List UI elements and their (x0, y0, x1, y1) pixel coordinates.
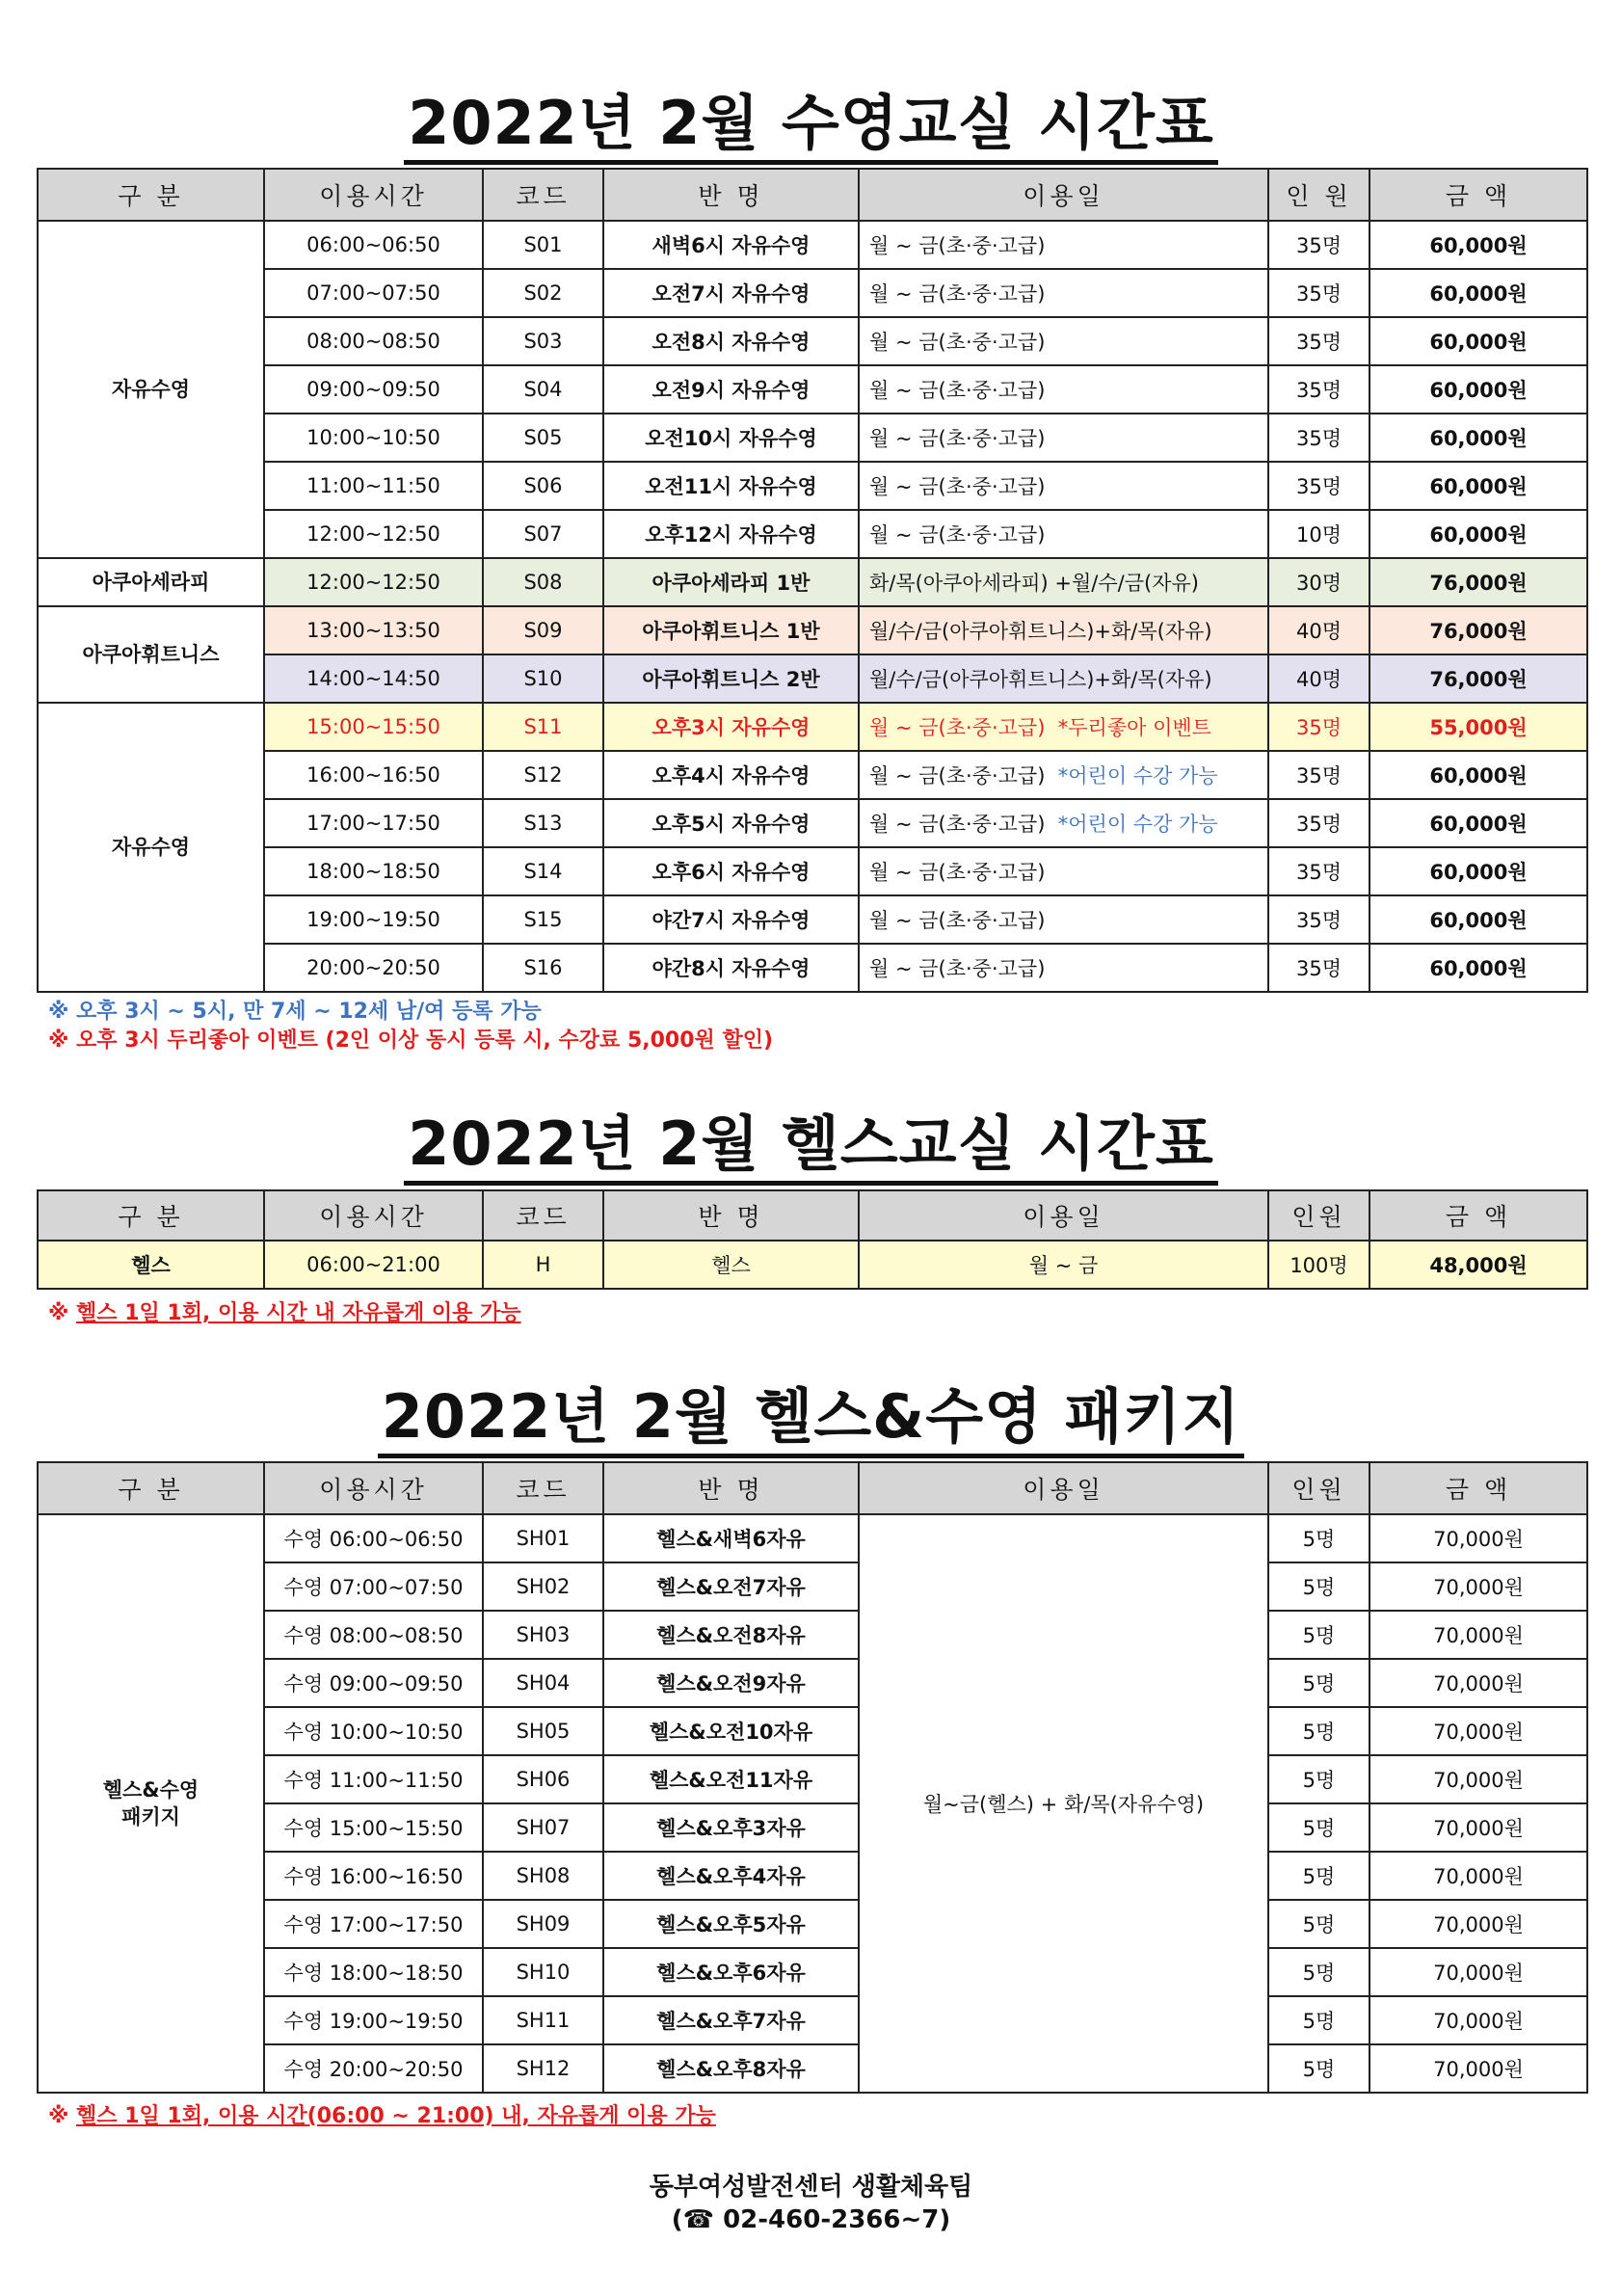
class-cell: 헬스&새벽6자유 (603, 1514, 859, 1562)
price-cell: 70,000원 (1369, 1514, 1587, 1562)
time-cell: 수영 07:00~07:50 (264, 1562, 483, 1611)
time-cell: 수영 09:00~09:50 (264, 1659, 483, 1707)
footer-org: 동부여성발전센터 생활체육팀 (649, 2173, 973, 2202)
capacity-cell: 5명 (1268, 1659, 1369, 1707)
group-cell: 헬스 (38, 1241, 264, 1289)
table-row (38, 1900, 1587, 1948)
days-text: 월 ~ 금(초·중·고급) (869, 813, 1046, 836)
capacity-cell: 35명 (1268, 317, 1369, 365)
capacity-cell: 5명 (1268, 1755, 1369, 1803)
price-cell: 55,000원 (1369, 703, 1587, 751)
capacity-cell: 5명 (1268, 1707, 1369, 1755)
group-cell: 헬스&수영 패키지 (38, 1514, 264, 2093)
time-cell: 수영 19:00~19:50 (264, 1996, 483, 2044)
time-cell: 09:00~09:50 (264, 365, 483, 414)
time-cell: 15:00~15:50 (264, 703, 483, 751)
time-cell: 수영 11:00~11:50 (264, 1755, 483, 1803)
group-cell: 아쿠아세라피 (38, 558, 264, 606)
capacity-cell: 5명 (1268, 1803, 1369, 1852)
time-cell: 07:00~07:50 (264, 269, 483, 317)
table-row (38, 1852, 1587, 1900)
price-cell: 76,000원 (1369, 654, 1587, 703)
table-row-event (38, 703, 1587, 751)
time-cell: 12:00~12:50 (264, 558, 483, 606)
price-cell: 70,000원 (1369, 1659, 1587, 1707)
health-header-row (38, 1190, 1587, 1241)
group-cell: 자유수영 (38, 221, 264, 558)
code-cell: S16 (483, 944, 603, 992)
price-cell: 76,000원 (1369, 606, 1587, 654)
table-row (38, 269, 1587, 317)
days-text: 월 ~ 금(초·중·고급) (869, 716, 1046, 739)
table-row (38, 221, 1587, 269)
class-cell: 야간7시 자유수영 (603, 895, 859, 944)
table-row (38, 944, 1587, 992)
health-title: 2022년 2월 헬스교실 시간표 (0, 1096, 1622, 1182)
table-row (38, 365, 1587, 414)
capacity-cell: 40명 (1268, 654, 1369, 703)
health-table (37, 1189, 1588, 1290)
code-cell: SH01 (483, 1514, 603, 1562)
time-cell: 수영 10:00~10:50 (264, 1707, 483, 1755)
package-header-row (38, 1462, 1587, 1514)
code-cell: S02 (483, 269, 603, 317)
capacity-cell: 35명 (1268, 414, 1369, 462)
price-cell: 70,000원 (1369, 1707, 1587, 1755)
col-header-time: 이용시간 (264, 1462, 483, 1514)
price-cell: 70,000원 (1369, 1562, 1587, 1611)
class-cell: 새벽6시 자유수영 (603, 221, 859, 269)
days-cell: 화/목(아쿠아세라피) +월/수/금(자유) (859, 558, 1268, 606)
table-row (38, 1803, 1587, 1852)
code-cell: S08 (483, 558, 603, 606)
time-cell: 수영 16:00~16:50 (264, 1852, 483, 1900)
capacity-cell: 100명 (1268, 1241, 1369, 1289)
price-cell: 60,000원 (1369, 751, 1587, 799)
table-row (38, 654, 1587, 703)
price-cell: 70,000원 (1369, 1611, 1587, 1659)
time-cell: 12:00~12:50 (264, 510, 483, 558)
days-cell: 월 ~ 금(초·중·고급) (859, 847, 1268, 895)
class-cell: 헬스&오전7자유 (603, 1562, 859, 1611)
time-cell: 19:00~19:50 (264, 895, 483, 944)
class-cell: 오전7시 자유수영 (603, 269, 859, 317)
price-cell: 60,000원 (1369, 365, 1587, 414)
time-cell: 06:00~06:50 (264, 221, 483, 269)
price-cell: 60,000원 (1369, 414, 1587, 462)
capacity-cell: 35명 (1268, 365, 1369, 414)
price-cell: 70,000원 (1369, 1996, 1587, 2044)
col-header-price: 금 액 (1369, 1462, 1587, 1514)
price-cell: 60,000원 (1369, 510, 1587, 558)
class-cell: 오후12시 자유수영 (603, 510, 859, 558)
code-cell: S14 (483, 847, 603, 895)
table-row (38, 317, 1587, 365)
days-cell: 월 ~ 금(초·중·고급) (859, 269, 1268, 317)
col-header-price: 금 액 (1369, 1190, 1587, 1241)
price-cell: 70,000원 (1369, 1852, 1587, 1900)
code-cell: SH10 (483, 1948, 603, 1996)
code-cell: SH04 (483, 1659, 603, 1707)
time-cell: 수영 15:00~15:50 (264, 1803, 483, 1852)
col-header-class: 반 명 (603, 1462, 859, 1514)
time-cell: 06:00~21:00 (264, 1241, 483, 1289)
code-cell: SH02 (483, 1562, 603, 1611)
table-row (38, 1707, 1587, 1755)
health-note: ※ 헬스 1일 1회, 이용 시간 내 자유롭게 이용 가능 (48, 1301, 521, 1325)
days-cell: 월~금(헬스) + 화/목(자유수영) (859, 1514, 1268, 2093)
days-cell: 월 ~ 금(초·중·고급) (859, 221, 1268, 269)
col-header-days: 이용일 (859, 1190, 1268, 1241)
code-cell: H (483, 1241, 603, 1289)
footer-phone: (☎ 02-460-2366~7) (671, 2205, 951, 2234)
class-cell: 헬스&오전9자유 (603, 1659, 859, 1707)
capacity-cell: 5명 (1268, 1852, 1369, 1900)
capacity-cell: 35명 (1268, 462, 1369, 510)
time-cell: 14:00~14:50 (264, 654, 483, 703)
capacity-cell: 35명 (1268, 751, 1369, 799)
event-note: *두리좋아 이벤트 (1057, 716, 1211, 739)
capacity-cell: 5명 (1268, 1562, 1369, 1611)
class-cell: 오전11시 자유수영 (603, 462, 859, 510)
time-cell: 수영 08:00~08:50 (264, 1611, 483, 1659)
swim-table (37, 168, 1588, 993)
col-header-time: 이용시간 (264, 169, 483, 221)
capacity-cell: 35명 (1268, 221, 1369, 269)
table-row (38, 1948, 1587, 1996)
capacity-cell: 35명 (1268, 703, 1369, 751)
class-cell: 오후5시 자유수영 (603, 799, 859, 847)
package-note: ※ 헬스 1일 1회, 이용 시간(06:00 ~ 21:00) 내, 자유롭게 이용 가능 (48, 2104, 716, 2128)
col-header-class: 반 명 (603, 1190, 859, 1241)
capacity-cell: 35명 (1268, 944, 1369, 992)
code-cell: S11 (483, 703, 603, 751)
col-header-time: 이용시간 (264, 1190, 483, 1241)
col-header-days: 이용일 (859, 169, 1268, 221)
class-cell: 헬스&오후7자유 (603, 1996, 859, 2044)
swim-header-row (38, 169, 1587, 221)
code-cell: S06 (483, 462, 603, 510)
days-cell (859, 751, 1268, 799)
class-cell: 헬스&오후6자유 (603, 1948, 859, 1996)
class-cell: 오전10시 자유수영 (603, 414, 859, 462)
class-cell: 오전8시 자유수영 (603, 317, 859, 365)
class-cell: 헬스&오전11자유 (603, 1755, 859, 1803)
price-cell: 60,000원 (1369, 847, 1587, 895)
capacity-cell: 35명 (1268, 895, 1369, 944)
table-row (38, 1996, 1587, 2044)
capacity-cell: 10명 (1268, 510, 1369, 558)
class-cell: 헬스&오후4자유 (603, 1852, 859, 1900)
code-cell: SH08 (483, 1852, 603, 1900)
price-cell: 60,000원 (1369, 944, 1587, 992)
time-cell: 16:00~16:50 (264, 751, 483, 799)
class-cell: 헬스&오전8자유 (603, 1611, 859, 1659)
class-cell: 오후6시 자유수영 (603, 847, 859, 895)
days-cell: 월 ~ 금(초·중·고급) (859, 510, 1268, 558)
capacity-cell: 5명 (1268, 1514, 1369, 1562)
time-cell: 18:00~18:50 (264, 847, 483, 895)
table-row (38, 1659, 1587, 1707)
table-row (38, 751, 1587, 799)
class-cell: 헬스&오후3자유 (603, 1803, 859, 1852)
class-cell: 헬스&오후5자유 (603, 1900, 859, 1948)
capacity-cell: 5명 (1268, 1900, 1369, 1948)
class-cell: 야간8시 자유수영 (603, 944, 859, 992)
time-cell: 10:00~10:50 (264, 414, 483, 462)
table-row (38, 606, 1587, 654)
class-cell: 헬스&오후8자유 (603, 2044, 859, 2093)
class-cell: 오후4시 자유수영 (603, 751, 859, 799)
code-cell: S04 (483, 365, 603, 414)
price-cell: 60,000원 (1369, 895, 1587, 944)
col-header-code: 코드 (483, 1462, 603, 1514)
code-cell: S13 (483, 799, 603, 847)
col-header-category: 구 분 (38, 1190, 264, 1241)
days-text: 월 ~ 금(초·중·고급) (869, 764, 1046, 788)
swim-note-event: ※ 오후 3시 두리좋아 이벤트 (2인 이상 동시 등록 시, 수강료 5,000원 할인) (48, 1028, 774, 1053)
class-cell: 아쿠아휘트니스 1반 (603, 606, 859, 654)
table-row (38, 799, 1587, 847)
price-cell: 60,000원 (1369, 462, 1587, 510)
time-cell: 수영 18:00~18:50 (264, 1948, 483, 1996)
time-cell: 수영 17:00~17:50 (264, 1900, 483, 1948)
capacity-cell: 5명 (1268, 1611, 1369, 1659)
col-header-category: 구 분 (38, 1462, 264, 1514)
col-header-code: 코드 (483, 1190, 603, 1241)
capacity-cell: 40명 (1268, 606, 1369, 654)
capacity-cell: 5명 (1268, 1996, 1369, 2044)
time-cell: 17:00~17:50 (264, 799, 483, 847)
package-title: 2022년 2월 헬스&수영 패키지 (0, 1369, 1622, 1455)
price-cell: 60,000원 (1369, 269, 1587, 317)
table-row (38, 1611, 1587, 1659)
table-row (38, 1755, 1587, 1803)
price-cell: 76,000원 (1369, 558, 1587, 606)
col-header-code: 코드 (483, 169, 603, 221)
price-cell: 48,000원 (1369, 1241, 1587, 1289)
code-cell: S05 (483, 414, 603, 462)
code-cell: SH03 (483, 1611, 603, 1659)
code-cell: S10 (483, 654, 603, 703)
days-cell: 월/수/금(아쿠아휘트니스)+화/목(자유) (859, 606, 1268, 654)
table-row (38, 510, 1587, 558)
code-cell: S07 (483, 510, 603, 558)
package-table (37, 1461, 1588, 2094)
group-cell: 자유수영 (38, 703, 264, 992)
days-cell: 월 ~ 금(초·중·고급) (859, 414, 1268, 462)
time-cell: 08:00~08:50 (264, 317, 483, 365)
code-cell: SH12 (483, 2044, 603, 2093)
swim-note-age: ※ 오후 3시 ~ 5시, 만 7세 ~ 12세 남/여 등록 가능 (48, 1000, 542, 1024)
col-header-capacity: 인원 (1268, 1462, 1369, 1514)
code-cell: S01 (483, 221, 603, 269)
time-cell: 13:00~13:50 (264, 606, 483, 654)
code-cell: S03 (483, 317, 603, 365)
price-cell: 60,000원 (1369, 317, 1587, 365)
class-cell: 오후3시 자유수영 (603, 703, 859, 751)
price-cell: 70,000원 (1369, 1948, 1587, 1996)
class-cell: 아쿠아세라피 1반 (603, 558, 859, 606)
code-cell: S09 (483, 606, 603, 654)
code-cell: SH05 (483, 1707, 603, 1755)
table-row (38, 462, 1587, 510)
col-header-category: 구 분 (38, 169, 264, 221)
capacity-cell: 30명 (1268, 558, 1369, 606)
capacity-cell: 35명 (1268, 799, 1369, 847)
code-cell: SH11 (483, 1996, 603, 2044)
days-cell: 월 ~ 금(초·중·고급) (859, 944, 1268, 992)
price-cell: 60,000원 (1369, 221, 1587, 269)
capacity-cell: 35명 (1268, 269, 1369, 317)
days-cell: 월/수/금(아쿠아휘트니스)+화/목(자유) (859, 654, 1268, 703)
class-cell: 헬스&오전10자유 (603, 1707, 859, 1755)
child-note: *어린이 수강 가능 (1057, 813, 1218, 836)
price-cell: 70,000원 (1369, 2044, 1587, 2093)
days-cell (859, 799, 1268, 847)
class-cell: 아쿠아휘트니스 2반 (603, 654, 859, 703)
col-header-capacity: 인원 (1268, 1190, 1369, 1241)
table-row (38, 847, 1587, 895)
price-cell: 60,000원 (1369, 799, 1587, 847)
table-row (38, 1241, 1587, 1289)
days-cell: 월 ~ 금(초·중·고급) (859, 895, 1268, 944)
table-row (38, 2044, 1587, 2093)
code-cell: SH09 (483, 1900, 603, 1948)
capacity-cell: 5명 (1268, 2044, 1369, 2093)
table-row (38, 414, 1587, 462)
time-cell: 수영 06:00~06:50 (264, 1514, 483, 1562)
class-cell: 헬스 (603, 1241, 859, 1289)
time-cell: 수영 20:00~20:50 (264, 2044, 483, 2093)
table-row (38, 895, 1587, 944)
col-header-capacity: 인 원 (1268, 169, 1369, 221)
code-cell: SH07 (483, 1803, 603, 1852)
footer (0, 2171, 1622, 2236)
class-cell: 오전9시 자유수영 (603, 365, 859, 414)
col-header-class: 반 명 (603, 169, 859, 221)
days-cell: 월 ~ 금 (859, 1241, 1268, 1289)
table-row (38, 1562, 1587, 1611)
time-cell: 11:00~11:50 (264, 462, 483, 510)
code-cell: SH06 (483, 1755, 603, 1803)
group-cell: 아쿠아휘트니스 (38, 606, 264, 703)
table-row (38, 558, 1587, 606)
price-cell: 70,000원 (1369, 1803, 1587, 1852)
price-cell: 70,000원 (1369, 1755, 1587, 1803)
child-note: *어린이 수강 가능 (1057, 764, 1218, 788)
days-cell (859, 703, 1268, 751)
col-header-price: 금 액 (1369, 169, 1587, 221)
days-cell: 월 ~ 금(초·중·고급) (859, 317, 1268, 365)
price-cell: 70,000원 (1369, 1900, 1587, 1948)
time-cell: 20:00~20:50 (264, 944, 483, 992)
col-header-days: 이용일 (859, 1462, 1268, 1514)
days-cell: 월 ~ 금(초·중·고급) (859, 365, 1268, 414)
swim-title: 2022년 2월 수영교실 시간표 (0, 75, 1622, 161)
code-cell: S15 (483, 895, 603, 944)
code-cell: S12 (483, 751, 603, 799)
capacity-cell: 35명 (1268, 847, 1369, 895)
capacity-cell: 5명 (1268, 1948, 1369, 1996)
days-cell: 월 ~ 금(초·중·고급) (859, 462, 1268, 510)
table-row (38, 1514, 1587, 1562)
